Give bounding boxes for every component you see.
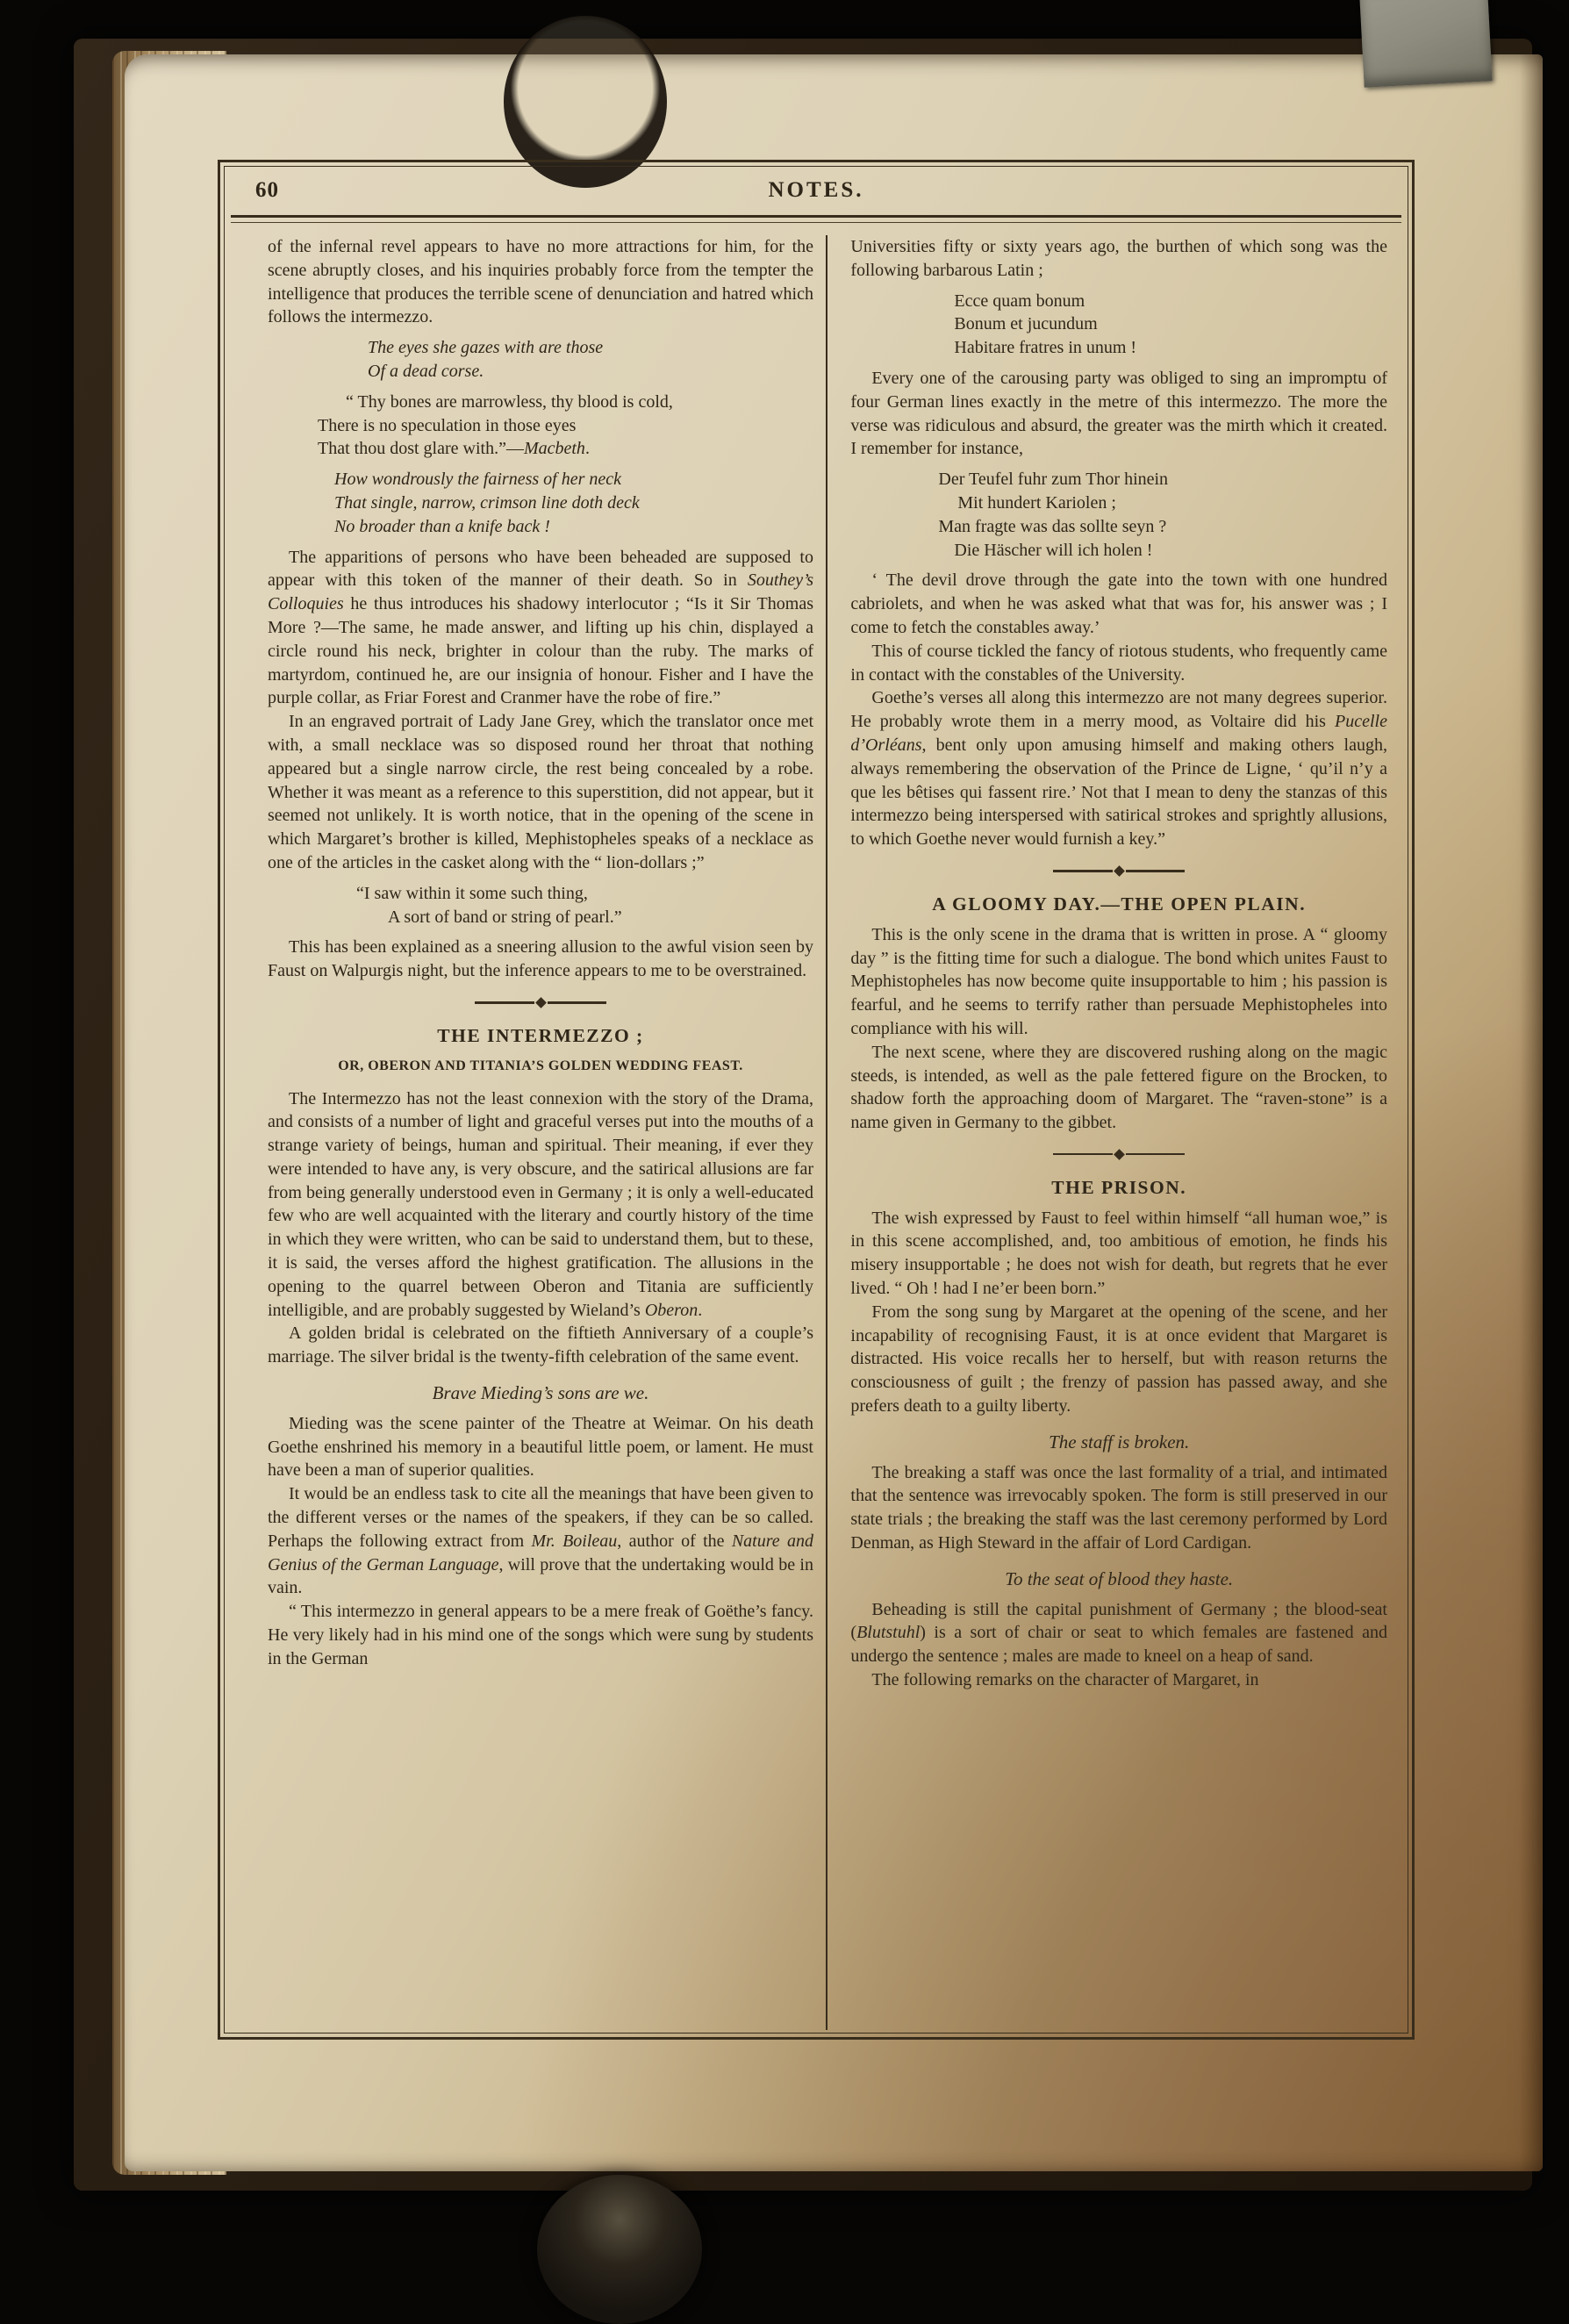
paragraph-beheading: Beheading is still the capital punishment of Germany ; the blood-seat (Blutstuhl) is a sort of chair or seat to which females are fastened and undergo the sentence ; males are made to kneel on a heap of sand. bbox=[850, 1599, 1387, 1667]
verse-heading-staff: The staff is broken. bbox=[1049, 1431, 1190, 1452]
verse-german: Der Teufel fuhr zum Thor hinein Mit hundert Kariolen ; Man fragte was das sollte seyn ? Die Häscher will ich holen ! bbox=[938, 470, 1169, 560]
italic-term: Mr. Boileau bbox=[531, 1531, 618, 1551]
verse-neck: How wondrously the fairness of her neck That single, narrow, crimson line doth deck No broader than a knife back ! bbox=[334, 470, 640, 536]
paragraph-continuation: of the infernal revel appears to have no more attractions for him, for the scene abruptly closes, and his inquiries probably force from the tempter the intelligence that produces the terrible scene of denunciation and hatred which follows the intermezzo. bbox=[268, 237, 813, 327]
verse-heading-mieding: Brave Mieding’s sons are we. bbox=[432, 1382, 649, 1404]
right-column bbox=[827, 235, 1387, 2030]
paperweight bbox=[537, 2175, 702, 2324]
paragraph-prose: This is the only scene in the drama that is written in prose. A “ gloomy day ” is the fitting time for such a dialogue. The bond which unites Faust to Mephistopheles has now become quite insupportable to him ; his passion is fearful, and he seems to terrify rather than persuade Mephistopheles into compliance with his will. bbox=[850, 924, 1387, 1038]
paragraph-apparitions: The apparitions of persons who have been beheaded are supposed to appear with this token of the manner of their death. So in Southey’s Colloquies he thus introduces his shadowy interlocutor ; “Is it Sir Thomas More ?—The same, he made answer, and lifting up his chin, displayed a circle round his neck, brighter in colour than the ruby. The marks of martyrdom, continued he, are our insignia of honour. Fisher and I have the purple collar, as Friar Forest and Cranmer have the robe of fire.” bbox=[268, 547, 813, 708]
italic-term: Macbeth bbox=[523, 439, 585, 459]
verse-eyes: The eyes she gazes with are those Of a dead corse. bbox=[368, 338, 604, 381]
paragraph-mieding: Mieding was the scene painter of the Theatre at Weimar. On his death Goethe enshrined his memory in a beautiful little poem, or lament. He must have been a man of superior qualities. bbox=[268, 1413, 813, 1481]
italic-term: Blutstuhl bbox=[856, 1623, 921, 1643]
left-column bbox=[268, 235, 826, 2030]
verse-heading-blood-seat: To the seat of blood they haste. bbox=[1005, 1567, 1234, 1589]
section-heading-gloomy-day: A GLOOMY DAY.—THE OPEN PLAIN. bbox=[932, 893, 1307, 915]
page-border bbox=[218, 160, 1415, 2040]
paragraph-endless-task: It would be an endless task to cite all the meanings that have been given to the different verses or the names of the speakers, if they can be so called. Perhaps the following extract from Mr. Boileau, author of the Nature and Genius of the German Language, will prove that the undertaking would be in vain. bbox=[268, 1484, 813, 1598]
quote-macbeth: “ Thy bones are marrowless, thy blood is cold, There is no speculation in those eyes That thou dost glare with.”—Macbeth. bbox=[318, 391, 673, 459]
paragraph-jane-grey: In an engraved portrait of Lady Jane Grey, which the translator once met with, a small necklace was so disposed round her throat that nothing appeared but a single narrow circle, the rest being concealed by a robe. Whether it was meant as a reference to this superstition, did not appear, but it seemed not unlikely. It is worth notice, that in the opening of the scene in which Margaret’s brother is killed, Mephistopheles speaks of a necklace as one of the articles in the casket along with the “ lion-dollars ;” bbox=[268, 712, 813, 872]
book-page bbox=[125, 54, 1543, 2171]
paragraph-intermezzo: The Intermezzo has not the least connexion with the story of the Drama, and consists of a number of light and graceful verses put into the mouths of a strange variety of beings, human and spiritual. Their meaning, if ever they were intended to have any, is very obscure, and the satirical allusions are far from being generally understood even in Germany ; it is only a well-educated few who are well acquainted with the literary and courtly history of the time in which they were written, who can be said to understand them, but to these, it is said, the verses afford the highest gratification. The allusions in the opening to the quarrel between Oberon and Titania are sufficiently intelligible, and are probably suggested by Wieland’s Oberon. bbox=[268, 1088, 813, 1320]
paragraph-next-scene: The next scene, where they are discovered rushing along on the magic steeds, is intended, as well as the pale fettered figure on the Brocken, to shadow forth the approaching doom of Margaret. The “raven-stone” is a name given in Germany to the gibbet. bbox=[850, 1042, 1387, 1133]
italic-term: Nature and Genius of the German Language bbox=[268, 1531, 813, 1574]
paragraph-wish: The wish expressed by Faust to feel within himself “all human woe,” is in this scene accomplished, and, too ambitious of emotion, he finds his misery insupportable ; he does not wish for death, but regrets that he ever lived. “ Oh ! had I ne’er been born.” bbox=[850, 1208, 1387, 1299]
paragraph-staff: The breaking a staff was once the last formality of a trial, and intimated that the sentence was irrevocably spoken. The form is still preserved in our state trials ; the breaking the staff was the last ceremony performed by Lord Denman, as High Steward in the affair of Lord Cardigan. bbox=[850, 1462, 1387, 1553]
paragraph-devil: ‘ The devil drove through the gate into the town with one hundred cabriolets, and when he was asked what that was for, his answer was ; I come to fetch the constables away.’ bbox=[850, 570, 1387, 637]
paragraph-universities: Universities fifty or sixty years ago, the burthen of which song was the following barbarous Latin ; bbox=[850, 237, 1387, 280]
quote-pearl: “I saw within it some such thing, A sort of band or string of pearl.” bbox=[356, 883, 622, 927]
running-title: NOTES. bbox=[768, 178, 864, 202]
section-divider bbox=[475, 999, 606, 1007]
header-rule bbox=[231, 215, 1401, 223]
paragraph-freak: “ This intermezzo in general appears to be a mere freak of Goëthe’s fancy. He very likely had in his mind one of the songs which were sung by students in the German bbox=[268, 1602, 813, 1668]
paragraph-explained: This has been explained as a sneering allusion to the awful vision seen by Faust on Walpurgis night, but the inference appears to me to be overstrained. bbox=[268, 937, 813, 981]
page-number: 60 bbox=[255, 178, 279, 202]
paragraph-song: From the song sung by Margaret at the opening of the scene, and her incapability of recognising Faust, it is at once evident that Margaret is distracted. His voice recalls her to herself, but with reason returns the consciousness of guilt ; the frenzy of passion has passed away, and she prefers death to a guilty liberty. bbox=[850, 1302, 1387, 1417]
paragraph-following-remarks: The following remarks on the character of Margaret, in bbox=[871, 1670, 1259, 1690]
section-heading-prison: THE PRISON. bbox=[1051, 1176, 1187, 1198]
section-divider bbox=[1053, 1151, 1185, 1158]
italic-term: Southey’s Colloquies bbox=[268, 570, 813, 614]
diamond-ornament bbox=[1114, 1149, 1125, 1160]
paragraph-carousing: Every one of the carousing party was obliged to sing an impromptu of four German lines exactly in the metre of this intermezzo. The more the verse was ridiculous and absurd, the greater was the mirth which it created. I remember for instance, bbox=[850, 368, 1387, 459]
section-divider bbox=[1053, 867, 1185, 875]
verse-latin: Ecce quam bonum Bonum et jucundum Habitare fratres in unum ! bbox=[954, 290, 1137, 358]
section-heading-intermezzo: THE INTERMEZZO ; bbox=[437, 1024, 644, 1046]
section-subheading-intermezzo: OR, OBERON AND TITANIA’S GOLDEN WEDDING FEAST. bbox=[338, 1058, 743, 1073]
italic-term: Pucelle d’Orléans bbox=[850, 712, 1387, 755]
diamond-ornament bbox=[535, 997, 547, 1008]
italic-term: Oberon bbox=[644, 1300, 699, 1320]
paragraph-tickled: This of course tickled the fancy of riotous students, who frequently came in contact with the constables of the University. bbox=[850, 641, 1387, 685]
paragraph-bridal: A golden bridal is celebrated on the fiftieth Anniversary of a couple’s marriage. The silver bridal is the twenty-fifth celebration of the same event. bbox=[268, 1323, 813, 1367]
diamond-ornament bbox=[1114, 865, 1125, 877]
paragraph-goethe-verses: Goethe’s verses all along this intermezzo are not many degrees superior. He probably wrote them in a merry mood, as Voltaire did his Pucelle d’Orléans, bent only upon amusing himself and making others laugh, always remembering the observation of the Prince de Ligne, ‘ qu’il n’y a que les bêtises qui fassent rire.’ Not that I mean to deny the stanzas of this intermezzo being interspersed with satirical strokes and sprightly allusions, to which Goethe never would furnish a key.” bbox=[850, 688, 1387, 850]
bookmark-tab bbox=[1359, 0, 1492, 88]
page-header bbox=[229, 169, 1403, 215]
